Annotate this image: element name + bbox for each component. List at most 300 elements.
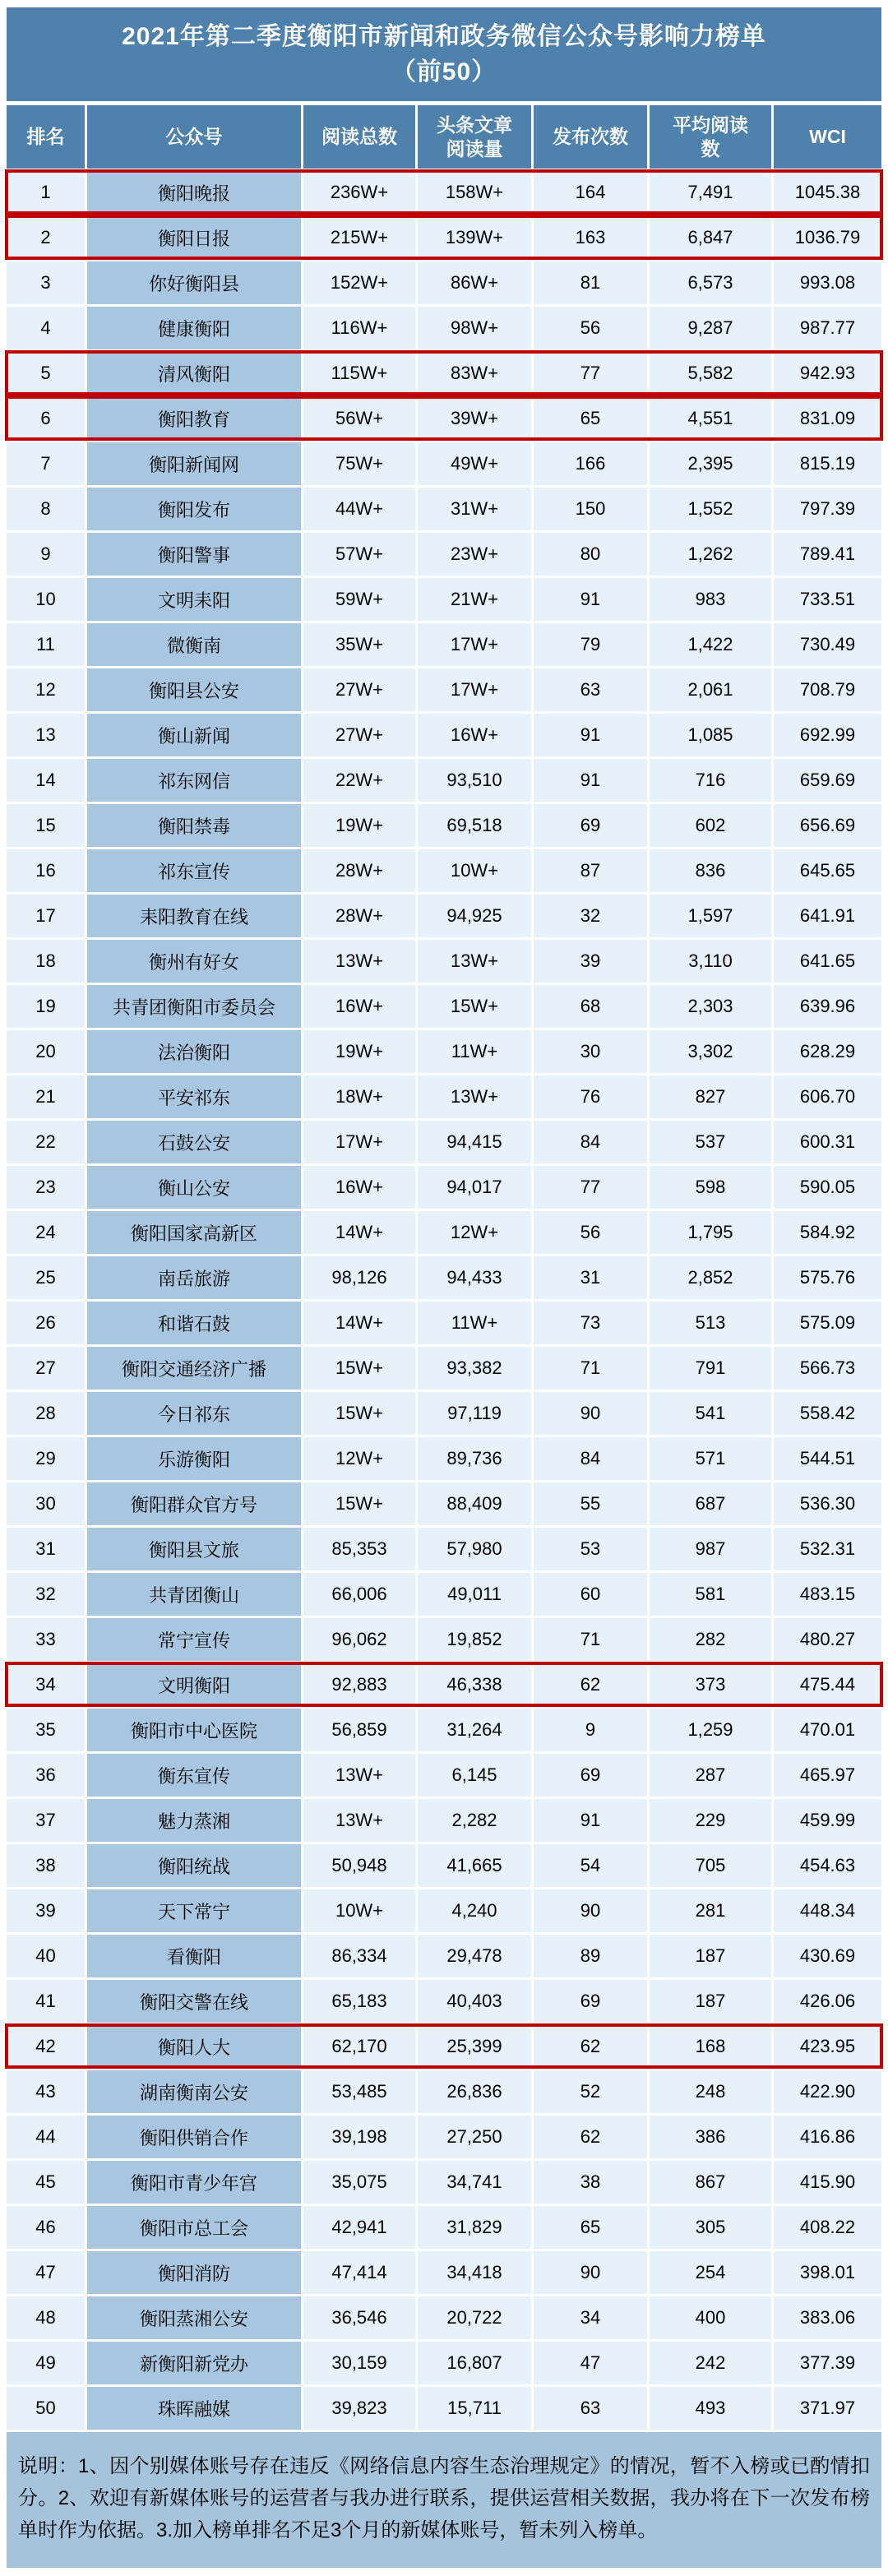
rank-cell: 41 <box>7 1980 85 2023</box>
rank-cell: 34 <box>7 1663 85 1706</box>
avg-reads-cell: 254 <box>650 2251 771 2294</box>
account-name-cell: 共青团衡阳市委员会 <box>87 985 301 1028</box>
table-row <box>7 397 881 440</box>
total-reads-cell: 16W+ <box>303 985 415 1028</box>
rank-cell: 21 <box>7 1075 85 1118</box>
account-name-cell: 新衡阳新党办 <box>87 2342 301 2384</box>
headline-reads-cell: 57,980 <box>418 1528 531 1570</box>
table-row <box>7 2070 881 2113</box>
publish-count-cell: 69 <box>534 804 647 847</box>
publish-count-cell: 9 <box>534 1709 647 1751</box>
wci-cell: 1045.38 <box>774 171 881 214</box>
wci-cell: 815.19 <box>774 442 881 485</box>
account-name-cell: 衡阳国家高新区 <box>87 1211 301 1254</box>
total-reads-cell: 57W+ <box>303 533 415 576</box>
table-row <box>7 1030 881 1073</box>
rank-cell: 23 <box>7 1166 85 1209</box>
account-name-cell: 祁东网信 <box>87 759 301 802</box>
total-reads-cell: 17W+ <box>303 1121 415 1163</box>
headline-reads-cell: 27,250 <box>418 2116 531 2158</box>
header-account: 公众号 <box>87 105 301 169</box>
headline-reads-cell: 31W+ <box>418 488 531 530</box>
rank-cell: 47 <box>7 2251 85 2294</box>
wci-cell: 641.65 <box>774 940 881 983</box>
footnote: 说明：1、因个别媒体账号存在违反《网络信息内容生态治理规定》的情况，暂不入榜或已酌情扣分。2、欢迎有新媒体账号的运营者与我办进行联系，提供运营相关数据，我办将在下一次发布榜单时作为依据。3.加入榜单排名不足3个月的新媒体账号，暂未列入榜单。 <box>7 2432 881 2568</box>
wci-cell: 639.96 <box>774 985 881 1028</box>
total-reads-cell: 12W+ <box>303 1437 415 1480</box>
total-reads-cell: 50,948 <box>303 1844 415 1887</box>
account-name-cell: 平安祁东 <box>87 1075 301 1118</box>
header-headline-reads: 头条文章阅读量 <box>418 105 531 169</box>
account-name-cell: 耒阳教育在线 <box>87 895 301 937</box>
headline-reads-cell: 11W+ <box>418 1302 531 1344</box>
publish-count-cell: 62 <box>534 2116 647 2158</box>
avg-reads-cell: 598 <box>650 1166 771 1209</box>
avg-reads-cell: 386 <box>650 2116 771 2158</box>
publish-count-cell: 69 <box>534 1754 647 1797</box>
avg-reads-cell: 493 <box>650 2387 771 2430</box>
publish-count-cell: 81 <box>534 261 647 304</box>
wci-cell: 942.93 <box>774 352 881 395</box>
table-row <box>7 985 881 1028</box>
account-name-cell: 衡东宣传 <box>87 1754 301 1797</box>
avg-reads-cell: 983 <box>650 578 771 621</box>
total-reads-cell: 13W+ <box>303 940 415 983</box>
avg-reads-cell: 187 <box>650 1980 771 2023</box>
rank-cell: 12 <box>7 668 85 711</box>
account-name-cell: 衡阳市总工会 <box>87 2206 301 2249</box>
rank-cell: 14 <box>7 759 85 802</box>
rank-cell: 3 <box>7 261 85 304</box>
avg-reads-cell: 2,395 <box>650 442 771 485</box>
avg-reads-cell: 602 <box>650 804 771 847</box>
wci-cell: 575.76 <box>774 1256 881 1299</box>
total-reads-cell: 152W+ <box>303 261 415 304</box>
rank-cell: 19 <box>7 985 85 1028</box>
publish-count-cell: 52 <box>534 2070 647 2113</box>
rank-cell: 15 <box>7 804 85 847</box>
wci-cell: 730.49 <box>774 623 881 666</box>
wci-cell: 987.77 <box>774 307 881 349</box>
rank-cell: 10 <box>7 578 85 621</box>
account-name-cell: 衡阳蒸湘公安 <box>87 2296 301 2339</box>
wci-cell: 558.42 <box>774 1392 881 1435</box>
avg-reads-cell: 281 <box>650 1889 771 1932</box>
rank-cell: 32 <box>7 1573 85 1616</box>
table-body <box>7 171 881 2430</box>
table-row <box>7 352 881 395</box>
wci-cell: 459.99 <box>774 1799 881 1842</box>
rank-cell: 30 <box>7 1482 85 1525</box>
wci-cell: 590.05 <box>774 1166 881 1209</box>
avg-reads-cell: 229 <box>650 1799 771 1842</box>
rank-cell: 6 <box>7 397 85 440</box>
avg-reads-cell: 373 <box>650 1663 771 1706</box>
publish-count-cell: 91 <box>534 714 647 756</box>
table-row <box>7 2342 881 2384</box>
table-row <box>7 2251 881 2294</box>
avg-reads-cell: 7,491 <box>650 171 771 214</box>
table-row <box>7 804 881 847</box>
publish-count-cell: 56 <box>534 307 647 349</box>
headline-reads-cell: 17W+ <box>418 668 531 711</box>
publish-count-cell: 32 <box>534 895 647 937</box>
total-reads-cell: 53,485 <box>303 2070 415 2113</box>
avg-reads-cell: 1,597 <box>650 895 771 937</box>
avg-reads-cell: 2,852 <box>650 1256 771 1299</box>
avg-reads-cell: 6,847 <box>650 216 771 259</box>
avg-reads-cell: 3,302 <box>650 1030 771 1073</box>
avg-reads-cell: 6,573 <box>650 261 771 304</box>
table-row <box>7 1709 881 1751</box>
rank-cell: 1 <box>7 171 85 214</box>
rank-cell: 22 <box>7 1121 85 1163</box>
headline-reads-cell: 94,925 <box>418 895 531 937</box>
publish-count-cell: 60 <box>534 1573 647 1616</box>
total-reads-cell: 236W+ <box>303 171 415 214</box>
publish-count-cell: 80 <box>534 533 647 576</box>
title-line-1: 2021年第二季度衡阳市新闻和政务微信公众号影响力榜单 <box>122 23 766 50</box>
headline-reads-cell: 93,510 <box>418 759 531 802</box>
rank-cell: 25 <box>7 1256 85 1299</box>
account-name-cell: 乐游衡阳 <box>87 1437 301 1480</box>
headline-reads-cell: 19,852 <box>418 1618 531 1661</box>
publish-count-cell: 77 <box>534 1166 647 1209</box>
rank-cell: 5 <box>7 352 85 395</box>
account-name-cell: 和谐石鼓 <box>87 1302 301 1344</box>
headline-reads-cell: 11W+ <box>418 1030 531 1073</box>
rank-cell: 16 <box>7 849 85 892</box>
wci-cell: 422.90 <box>774 2070 881 2113</box>
account-name-cell: 衡阳供销合作 <box>87 2116 301 2158</box>
table-row <box>7 714 881 756</box>
table-row <box>7 1256 881 1299</box>
avg-reads-cell: 4,551 <box>650 397 771 440</box>
avg-reads-cell: 1,085 <box>650 714 771 756</box>
account-name-cell: 南岳旅游 <box>87 1256 301 1299</box>
table-row <box>7 1889 881 1932</box>
table-row <box>7 1482 881 1525</box>
total-reads-cell: 56W+ <box>303 397 415 440</box>
total-reads-cell: 75W+ <box>303 442 415 485</box>
header-publish-count: 发布次数 <box>534 105 647 169</box>
publish-count-cell: 54 <box>534 1844 647 1887</box>
rank-cell: 40 <box>7 1935 85 1977</box>
publish-count-cell: 34 <box>534 2296 647 2339</box>
rank-cell: 43 <box>7 2070 85 2113</box>
table-row <box>7 171 881 214</box>
table-row <box>7 668 881 711</box>
total-reads-cell: 35,075 <box>303 2161 415 2204</box>
table-row <box>7 1302 881 1344</box>
publish-count-cell: 164 <box>534 171 647 214</box>
total-reads-cell: 215W+ <box>303 216 415 259</box>
publish-count-cell: 63 <box>534 668 647 711</box>
publish-count-cell: 90 <box>534 2251 647 2294</box>
headline-reads-cell: 10W+ <box>418 849 531 892</box>
headline-reads-cell: 13W+ <box>418 1075 531 1118</box>
avg-reads-cell: 1,262 <box>650 533 771 576</box>
wci-cell: 377.39 <box>774 2342 881 2384</box>
avg-reads-cell: 571 <box>650 1437 771 1480</box>
publish-count-cell: 90 <box>534 1889 647 1932</box>
avg-reads-cell: 168 <box>650 2025 771 2068</box>
headline-reads-cell: 94,415 <box>418 1121 531 1163</box>
avg-reads-cell: 1,795 <box>650 1211 771 1254</box>
table-row <box>7 1618 881 1661</box>
avg-reads-cell: 1,552 <box>650 488 771 530</box>
table-row <box>7 216 881 259</box>
table-header-row <box>7 105 881 169</box>
table-row <box>7 1528 881 1570</box>
avg-reads-cell: 541 <box>650 1392 771 1435</box>
publish-count-cell: 89 <box>534 1935 647 1977</box>
account-name-cell: 微衡南 <box>87 623 301 666</box>
account-name-cell: 衡阳群众官方号 <box>87 1482 301 1525</box>
wci-cell: 454.63 <box>774 1844 881 1887</box>
table-row <box>7 1799 881 1842</box>
publish-count-cell: 77 <box>534 352 647 395</box>
headline-reads-cell: 17W+ <box>418 623 531 666</box>
account-name-cell: 衡山公安 <box>87 1166 301 1209</box>
avg-reads-cell: 827 <box>650 1075 771 1118</box>
total-reads-cell: 28W+ <box>303 895 415 937</box>
rank-cell: 33 <box>7 1618 85 1661</box>
publish-count-cell: 90 <box>534 1392 647 1435</box>
avg-reads-cell: 1,259 <box>650 1709 771 1751</box>
rank-cell: 8 <box>7 488 85 530</box>
rank-cell: 28 <box>7 1392 85 1435</box>
headline-reads-cell: 23W+ <box>418 533 531 576</box>
avg-reads-cell: 1,422 <box>650 623 771 666</box>
table-row <box>7 1166 881 1209</box>
avg-reads-cell: 705 <box>650 1844 771 1887</box>
rank-cell: 2 <box>7 216 85 259</box>
total-reads-cell: 36,546 <box>303 2296 415 2339</box>
wci-cell: 692.99 <box>774 714 881 756</box>
headline-reads-cell: 21W+ <box>418 578 531 621</box>
avg-reads-cell: 513 <box>650 1302 771 1344</box>
headline-reads-cell: 4,240 <box>418 1889 531 1932</box>
wci-cell: 659.69 <box>774 759 881 802</box>
total-reads-cell: 47,414 <box>303 2251 415 2294</box>
avg-reads-cell: 187 <box>650 1935 771 1977</box>
account-name-cell: 石鼓公安 <box>87 1121 301 1163</box>
wci-cell: 415.90 <box>774 2161 881 2204</box>
publish-count-cell: 73 <box>534 1302 647 1344</box>
table-row <box>7 1844 881 1887</box>
account-name-cell: 衡阳统战 <box>87 1844 301 1887</box>
publish-count-cell: 84 <box>534 1121 647 1163</box>
publish-count-cell: 84 <box>534 1437 647 1480</box>
total-reads-cell: 116W+ <box>303 307 415 349</box>
wci-cell: 416.86 <box>774 2116 881 2158</box>
rank-cell: 35 <box>7 1709 85 1751</box>
wci-cell: 789.41 <box>774 533 881 576</box>
headline-reads-cell: 29,478 <box>418 1935 531 1977</box>
avg-reads-cell: 242 <box>650 2342 771 2384</box>
account-name-cell: 清风衡阳 <box>87 352 301 395</box>
total-reads-cell: 18W+ <box>303 1075 415 1118</box>
publish-count-cell: 62 <box>534 2025 647 2068</box>
total-reads-cell: 30,159 <box>303 2342 415 2384</box>
wci-cell: 584.92 <box>774 1211 881 1254</box>
rank-cell: 31 <box>7 1528 85 1570</box>
wci-cell: 544.51 <box>774 1437 881 1480</box>
wci-cell: 465.97 <box>774 1754 881 1797</box>
rank-cell: 36 <box>7 1754 85 1797</box>
total-reads-cell: 15W+ <box>303 1347 415 1390</box>
publish-count-cell: 69 <box>534 1980 647 2023</box>
table-row <box>7 2387 881 2430</box>
publish-count-cell: 56 <box>534 1211 647 1254</box>
avg-reads-cell: 5,582 <box>650 352 771 395</box>
account-name-cell: 衡阳警事 <box>87 533 301 576</box>
rank-cell: 49 <box>7 2342 85 2384</box>
wci-cell: 371.97 <box>774 2387 881 2430</box>
wci-cell: 797.39 <box>774 488 881 530</box>
account-name-cell: 衡阳县文旅 <box>87 1528 301 1570</box>
account-name-cell: 衡阳市青少年宫 <box>87 2161 301 2204</box>
account-name-cell: 衡阳交通经济广播 <box>87 1347 301 1390</box>
wci-cell: 708.79 <box>774 668 881 711</box>
account-name-cell: 衡阳市中心医院 <box>87 1709 301 1751</box>
headline-reads-cell: 94,017 <box>418 1166 531 1209</box>
total-reads-cell: 19W+ <box>303 804 415 847</box>
account-name-cell: 衡阳晚报 <box>87 171 301 214</box>
headline-reads-cell: 89,736 <box>418 1437 531 1480</box>
wci-cell: 536.30 <box>774 1482 881 1525</box>
rank-cell: 18 <box>7 940 85 983</box>
account-name-cell: 常宁宣传 <box>87 1618 301 1661</box>
wci-cell: 483.15 <box>774 1573 881 1616</box>
publish-count-cell: 31 <box>534 1256 647 1299</box>
total-reads-cell: 65,183 <box>303 1980 415 2023</box>
avg-reads-cell: 581 <box>650 1573 771 1616</box>
account-name-cell: 湖南衡南公安 <box>87 2070 301 2113</box>
publish-count-cell: 91 <box>534 759 647 802</box>
wci-cell: 383.06 <box>774 2296 881 2339</box>
account-name-cell: 魅力蒸湘 <box>87 1799 301 1842</box>
total-reads-cell: 35W+ <box>303 623 415 666</box>
headline-reads-cell: 15,711 <box>418 2387 531 2430</box>
table-row <box>7 849 881 892</box>
wci-cell: 408.22 <box>774 2206 881 2249</box>
publish-count-cell: 150 <box>534 488 647 530</box>
rank-cell: 29 <box>7 1437 85 1480</box>
table-row <box>7 1437 881 1480</box>
account-name-cell: 你好衡阳县 <box>87 261 301 304</box>
rank-cell: 26 <box>7 1302 85 1344</box>
wci-cell: 733.51 <box>774 578 881 621</box>
wci-cell: 656.69 <box>774 804 881 847</box>
total-reads-cell: 86,334 <box>303 1935 415 1977</box>
headline-reads-cell: 2,282 <box>418 1799 531 1842</box>
total-reads-cell: 98,126 <box>303 1256 415 1299</box>
headline-reads-cell: 20,722 <box>418 2296 531 2339</box>
total-reads-cell: 14W+ <box>303 1211 415 1254</box>
table-row <box>7 895 881 937</box>
table-row <box>7 2161 881 2204</box>
headline-reads-cell: 88,409 <box>418 1482 531 1525</box>
account-name-cell: 衡山新闻 <box>87 714 301 756</box>
headline-reads-cell: 34,418 <box>418 2251 531 2294</box>
avg-reads-cell: 836 <box>650 849 771 892</box>
rank-cell: 27 <box>7 1347 85 1390</box>
headline-reads-cell: 15W+ <box>418 985 531 1028</box>
total-reads-cell: 56,859 <box>303 1709 415 1751</box>
publish-count-cell: 76 <box>534 1075 647 1118</box>
rank-cell: 37 <box>7 1799 85 1842</box>
account-name-cell: 法治衡阳 <box>87 1030 301 1073</box>
headline-reads-cell: 6,145 <box>418 1754 531 1797</box>
account-name-cell: 衡阳消防 <box>87 2251 301 2294</box>
total-reads-cell: 13W+ <box>303 1754 415 1797</box>
table-row <box>7 1121 881 1163</box>
headline-reads-cell: 158W+ <box>418 171 531 214</box>
avg-reads-cell: 3,110 <box>650 940 771 983</box>
rank-cell: 11 <box>7 623 85 666</box>
header-total-reads: 阅读总数 <box>303 105 415 169</box>
wci-cell: 475.44 <box>774 1663 881 1706</box>
table-row <box>7 533 881 576</box>
publish-count-cell: 71 <box>534 1618 647 1661</box>
headline-reads-cell: 13W+ <box>418 940 531 983</box>
table-row <box>7 1573 881 1616</box>
publish-count-cell: 71 <box>534 1347 647 1390</box>
publish-count-cell: 91 <box>534 578 647 621</box>
title-line-2: （前50） <box>391 58 497 86</box>
wci-cell: 600.31 <box>774 1121 881 1163</box>
table-row <box>7 1211 881 1254</box>
headline-reads-cell: 12W+ <box>418 1211 531 1254</box>
wci-cell: 641.91 <box>774 895 881 937</box>
headline-reads-cell: 49,011 <box>418 1573 531 1616</box>
wci-cell: 532.31 <box>774 1528 881 1570</box>
wci-cell: 606.70 <box>774 1075 881 1118</box>
table-row <box>7 1935 881 1977</box>
rank-cell: 4 <box>7 307 85 349</box>
publish-count-cell: 166 <box>534 442 647 485</box>
headline-reads-cell: 69,518 <box>418 804 531 847</box>
total-reads-cell: 22W+ <box>303 759 415 802</box>
wci-cell: 566.73 <box>774 1347 881 1390</box>
total-reads-cell: 27W+ <box>303 714 415 756</box>
publish-count-cell: 55 <box>534 1482 647 1525</box>
total-reads-cell: 15W+ <box>303 1392 415 1435</box>
total-reads-cell: 15W+ <box>303 1482 415 1525</box>
table-row <box>7 759 881 802</box>
total-reads-cell: 66,006 <box>303 1573 415 1616</box>
header-wci: WCI <box>774 105 881 169</box>
wci-cell: 426.06 <box>774 1980 881 2023</box>
headline-reads-cell: 94,433 <box>418 1256 531 1299</box>
headline-reads-cell: 86W+ <box>418 261 531 304</box>
publish-count-cell: 39 <box>534 940 647 983</box>
headline-reads-cell: 31,829 <box>418 2206 531 2249</box>
total-reads-cell: 59W+ <box>303 578 415 621</box>
table-row <box>7 1663 881 1706</box>
publish-count-cell: 163 <box>534 216 647 259</box>
table-row <box>7 488 881 530</box>
account-name-cell: 共青团衡山 <box>87 1573 301 1616</box>
rank-cell: 20 <box>7 1030 85 1073</box>
rank-cell: 44 <box>7 2116 85 2158</box>
wci-cell: 480.27 <box>774 1618 881 1661</box>
rank-cell: 48 <box>7 2296 85 2339</box>
total-reads-cell: 62,170 <box>303 2025 415 2068</box>
avg-reads-cell: 867 <box>650 2161 771 2204</box>
